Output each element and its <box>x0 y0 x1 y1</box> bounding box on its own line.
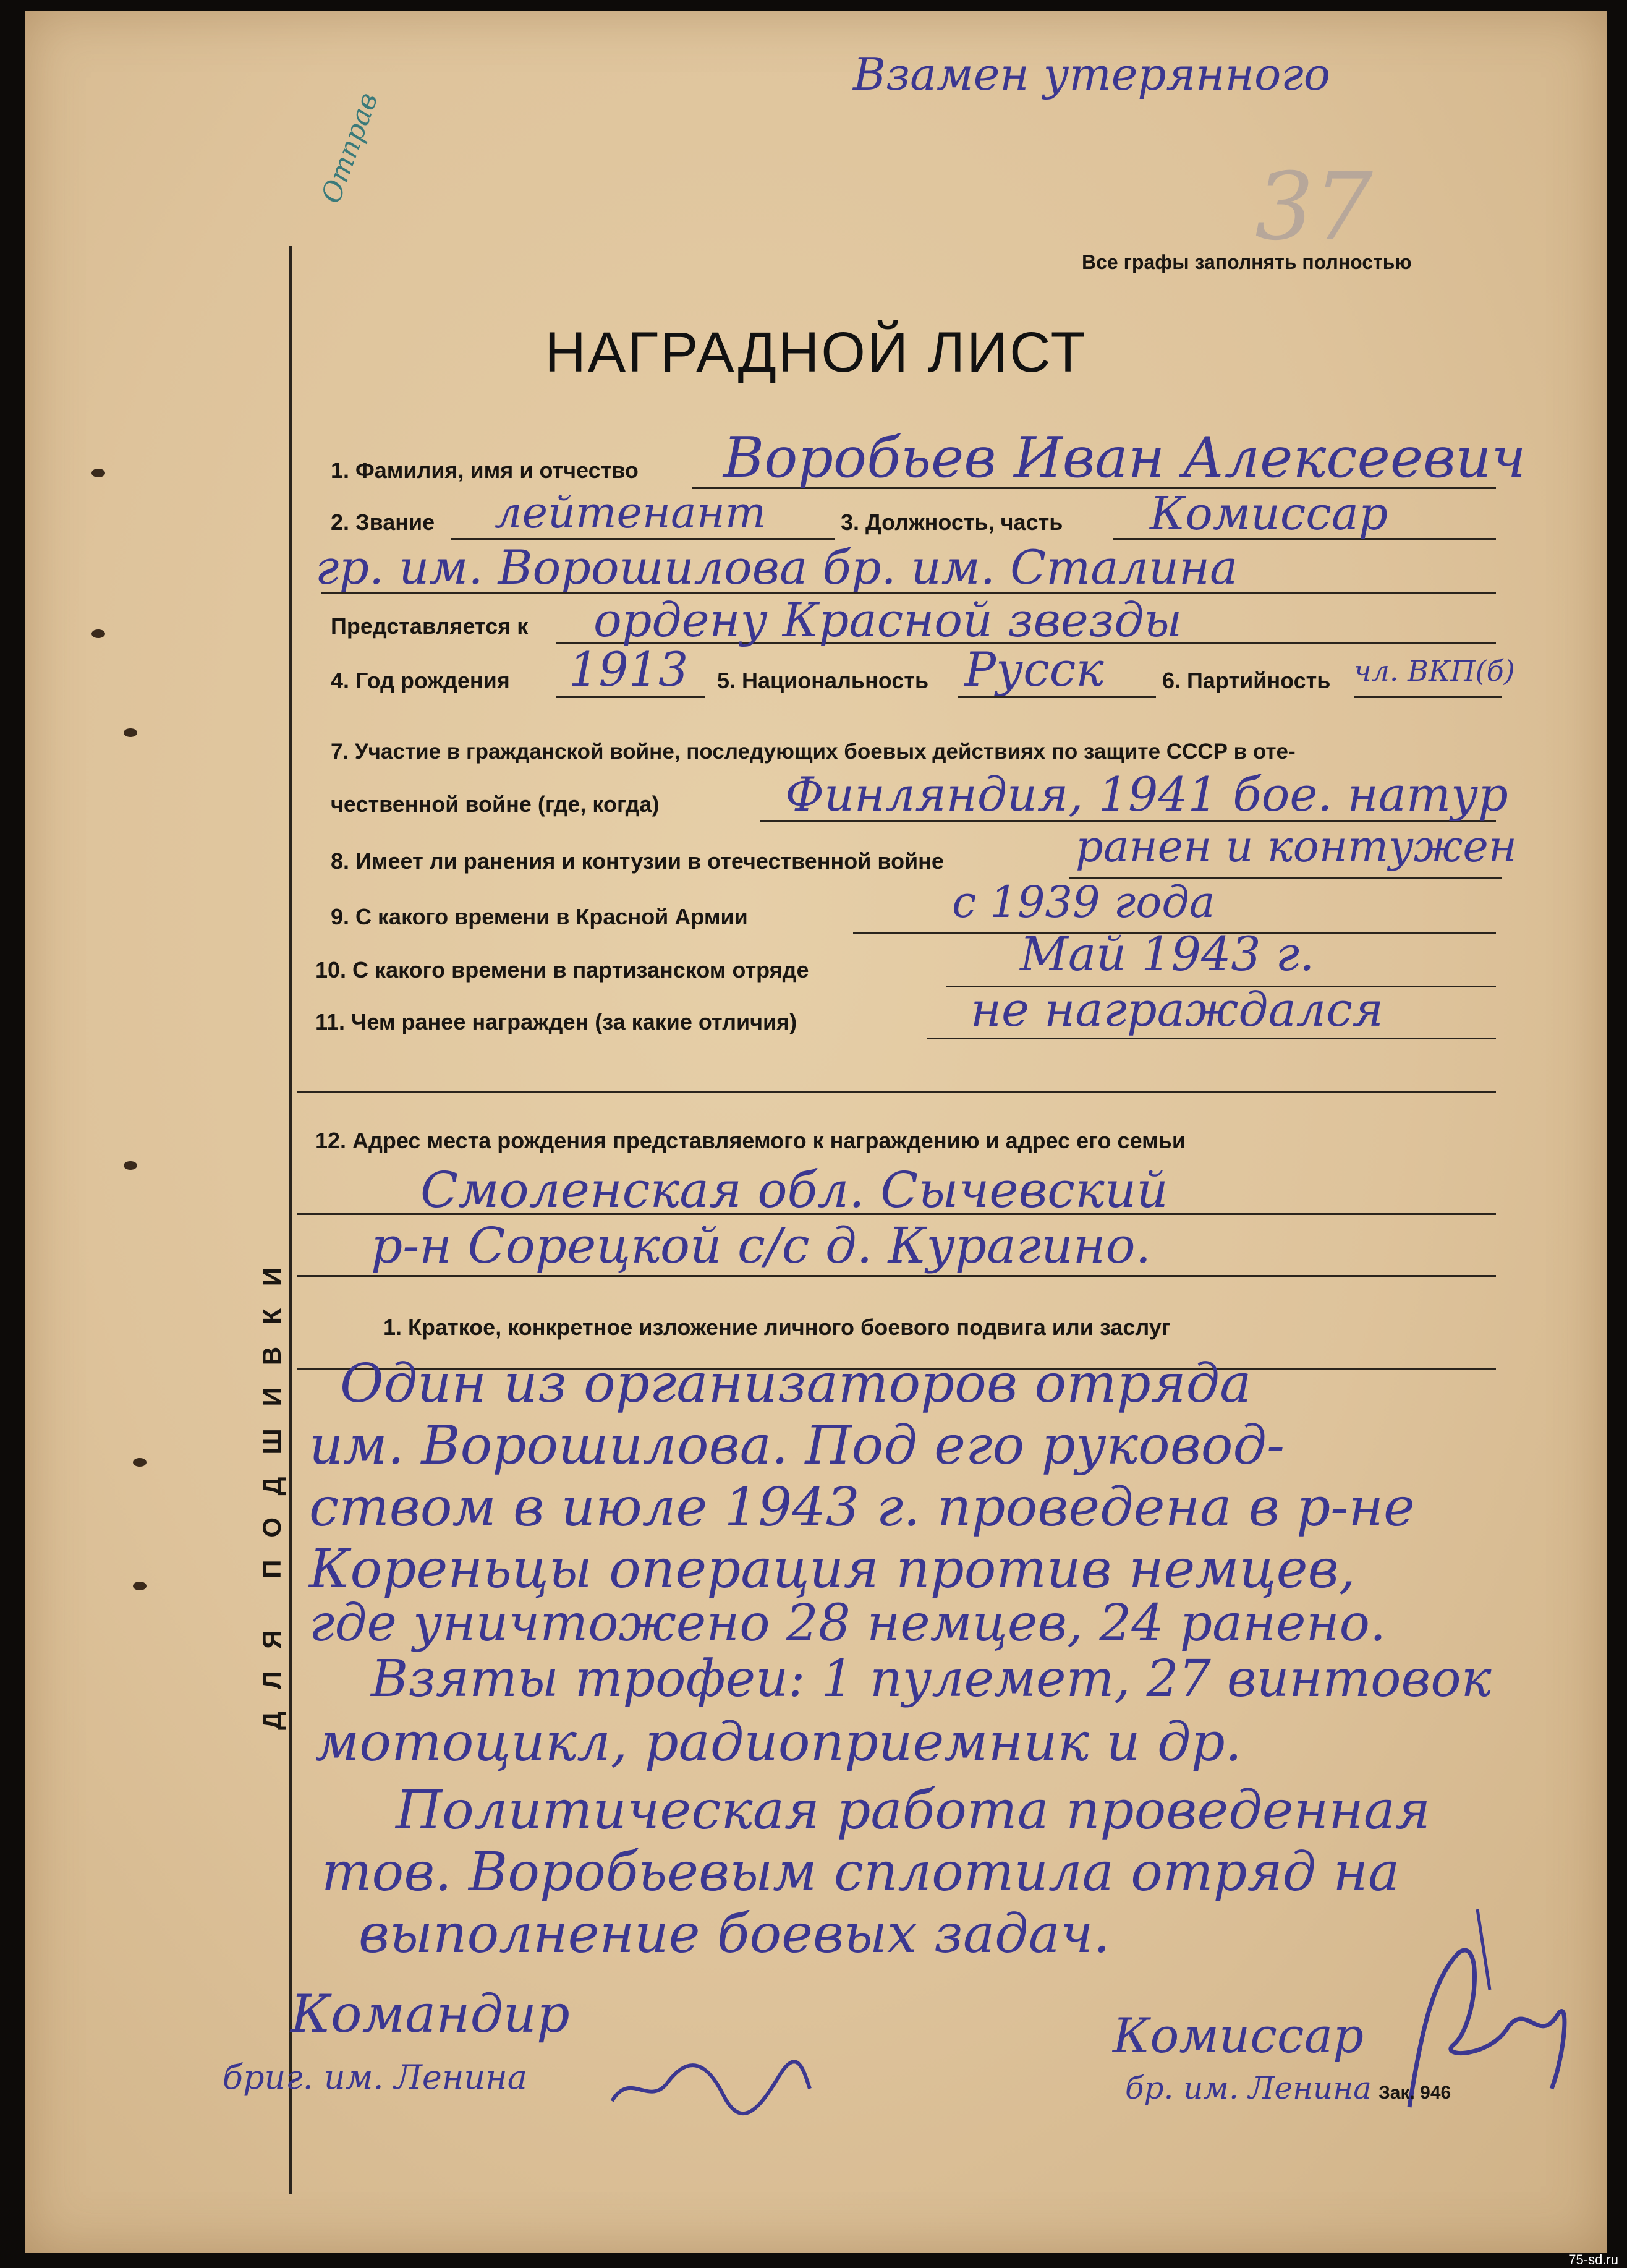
narrative-line: мотоцикл, радиоприемник и др. <box>315 1712 1242 1773</box>
order-number: Зак. 946 <box>1378 2083 1451 2103</box>
narrative-line: Один из организаторов отряда <box>340 1353 1252 1415</box>
field-8-value: ранен и контужен <box>1076 821 1517 872</box>
field-10-value: Май 1943 г. <box>1020 926 1315 981</box>
field-3-value: Комиссар <box>1150 487 1388 540</box>
narrative-line: Взяты трофеи: 1 пулемет, 27 винтовок <box>371 1650 1492 1708</box>
page-title: НАГРАДНОЙ ЛИСТ <box>545 321 1087 384</box>
narrative-line: выполнение боевых задач. <box>359 1903 1110 1965</box>
field-11-label: 11. Чем ранее награжден (за какие отличия) <box>315 1009 797 1034</box>
commander-title: Командир <box>291 1984 570 2044</box>
award-sheet-page <box>25 11 1607 2253</box>
binder-hole <box>124 728 137 737</box>
fill-notice: Все графы заполнять полностью <box>1082 251 1412 273</box>
binder-hole <box>133 1458 147 1467</box>
field-1-value: Воробьев Иван Алексеевич <box>723 425 1526 490</box>
field-9-label: 9. С какого времени в Красной Армии <box>331 904 748 929</box>
field-8-label: 8. Имеет ли ранения и контузии в отечественной войне <box>331 848 944 874</box>
received-stamp: Отправ <box>315 88 384 208</box>
field-3-label: 3. Должность, часть <box>841 509 1063 535</box>
field-12-value-line-1: Смоленская обл. Сычевский <box>420 1161 1168 1219</box>
narrative-line: Кореньцы операция против немцев, <box>309 1538 1356 1600</box>
field-5-label: 5. Национальность <box>717 668 929 693</box>
field-5-value: Русск <box>964 642 1104 697</box>
binder-hole <box>133 1582 147 1590</box>
side-label: ДЛЯ ПОДШИВКИ <box>257 1245 286 1730</box>
represented-value: ордену Красной звезды <box>593 592 1183 647</box>
narrative-line: где уничтожено 28 немцев, 24 ранено. <box>309 1594 1387 1653</box>
field-6-line <box>1354 696 1502 698</box>
commander-unit: бриг. им. Ленина <box>223 2058 527 2097</box>
field-3-value-continued: гр. им. Ворошилова бр. им. Сталина <box>315 540 1238 595</box>
field-4-value: 1913 <box>569 642 689 697</box>
field-12-label: 12. Адрес места рождения представляемого к награждению и адрес его семьи <box>315 1128 1186 1153</box>
field-6-value: чл. ВКП(б) <box>1354 654 1515 688</box>
field-6-label: 6. Партийность <box>1162 668 1331 693</box>
field-12-value-line-2: р-н Сорецкой с/с д. Курагино. <box>371 1217 1152 1274</box>
field-7-label-line-2: чественной войне (где, когда) <box>331 791 660 817</box>
field-2-label: 2. Звание <box>331 509 435 535</box>
binding-margin-line <box>289 246 292 2194</box>
field-11-value: не награждался <box>971 982 1384 1037</box>
narrative-line: тов. Воробьевым сплотила отряд на <box>321 1841 1400 1903</box>
commissar-title: Комиссар <box>1113 2008 1364 2064</box>
field-9-value: с 1939 года <box>952 877 1215 927</box>
commander-signature <box>606 2045 816 2120</box>
field-12-line-1 <box>297 1213 1496 1215</box>
field-10-label: 10. С какого времени в партизанском отряде <box>315 957 809 983</box>
binder-hole <box>91 469 105 477</box>
field-4-label: 4. Год рождения <box>331 668 510 693</box>
binder-hole <box>91 629 105 638</box>
field-7-label-line-1: 7. Участие в гражданской войне, последующих боевых действиях по защите СССР в оте- <box>331 740 1296 764</box>
field-1-label: 1. Фамилия, имя и отчество <box>331 458 639 483</box>
narrative-line: Политическая работа проведенная <box>396 1780 1431 1841</box>
field-11-line-2 <box>297 1091 1496 1093</box>
field-2-value: лейтенант <box>495 487 767 538</box>
narrative-line: им. Ворошилова. Под его руковод- <box>309 1415 1285 1477</box>
section-heading: 1. Краткое, конкретное изложение личного боевого подвига или заслуг <box>383 1315 1171 1340</box>
binder-hole <box>124 1161 137 1170</box>
site-watermark: 75-sd.ru <box>1568 2252 1618 2267</box>
commissar-unit: бр. им. Ленина <box>1125 2070 1372 2106</box>
represented-label: Представляется к <box>331 613 529 639</box>
field-7-value: Финляндия, 1941 бое. натур <box>785 767 1508 822</box>
field-11-line <box>927 1038 1496 1039</box>
handwritten-header: Взамен утерянного <box>853 48 1331 100</box>
field-12-line-2 <box>297 1275 1496 1277</box>
narrative-line: ством в июле 1943 г. проведена в р-не <box>309 1477 1415 1538</box>
page-number-stamp: 37 <box>1255 153 1373 261</box>
